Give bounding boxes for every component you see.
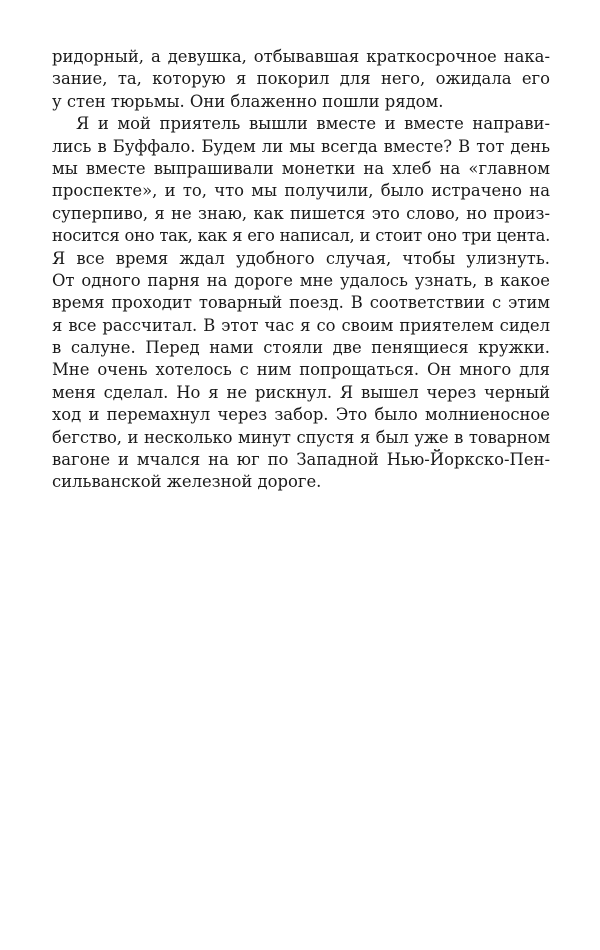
- text-line: ход и перемахнул через забор. Это было молниеносное: [52, 405, 550, 425]
- text-line: зание, та, которую я покорил для него, ожидала его: [52, 69, 550, 89]
- text-line: От одного парня на дороге мне удалось узнать, в какое: [52, 270, 550, 290]
- text-line: Мне очень хотелось с ним попрощаться. Он много для: [52, 360, 550, 380]
- text-line: у стен тюрьмы. Они блаженно пошли рядом.: [52, 91, 444, 111]
- text-line: ридорный, а девушка, отбывавшая краткосрочное нака-: [52, 47, 550, 66]
- paragraph-2: [52, 113, 550, 494]
- page-text: [52, 46, 550, 494]
- text-line: носится оно так, как я его написал, и стоит оно три цента.: [52, 226, 550, 246]
- paragraph-1: [52, 46, 550, 113]
- text-line: суперпиво, я не знаю, как пишется это слово, но произ-: [52, 203, 550, 223]
- text-line: время проходит товарный поезд. В соответствии с этим: [52, 293, 550, 313]
- text-line: бегство, и несколько минут спустя я был уже в товарном: [52, 427, 550, 447]
- text-line: сильванской железной дороге.: [52, 472, 322, 492]
- text-line: лись в Буффало. Будем ли мы всегда вместе? В тот день: [52, 136, 550, 156]
- text-line: меня сделал. Но я не рискнул. Я вышел через черный: [52, 382, 550, 402]
- text-line: вагоне и мчался на юг по Западной Нью-Йоркско-Пен-: [52, 450, 550, 470]
- text-line: Я все время ждал удобного случая, чтобы улизнуть.: [52, 248, 550, 268]
- text-line: Я и мой приятель вышли вместе и вместе направи-: [76, 114, 550, 134]
- text-line: я все рассчитал. В этот час я со своим приятелем сидел: [52, 315, 550, 335]
- text-line: мы вместе выпрашивали монетки на хлеб на «главном: [52, 158, 550, 178]
- text-line: в салуне. Перед нами стояли две пенящиеся кружки.: [52, 338, 550, 358]
- text-line: проспекте», и то, что мы получили, было истрачено на: [52, 181, 550, 201]
